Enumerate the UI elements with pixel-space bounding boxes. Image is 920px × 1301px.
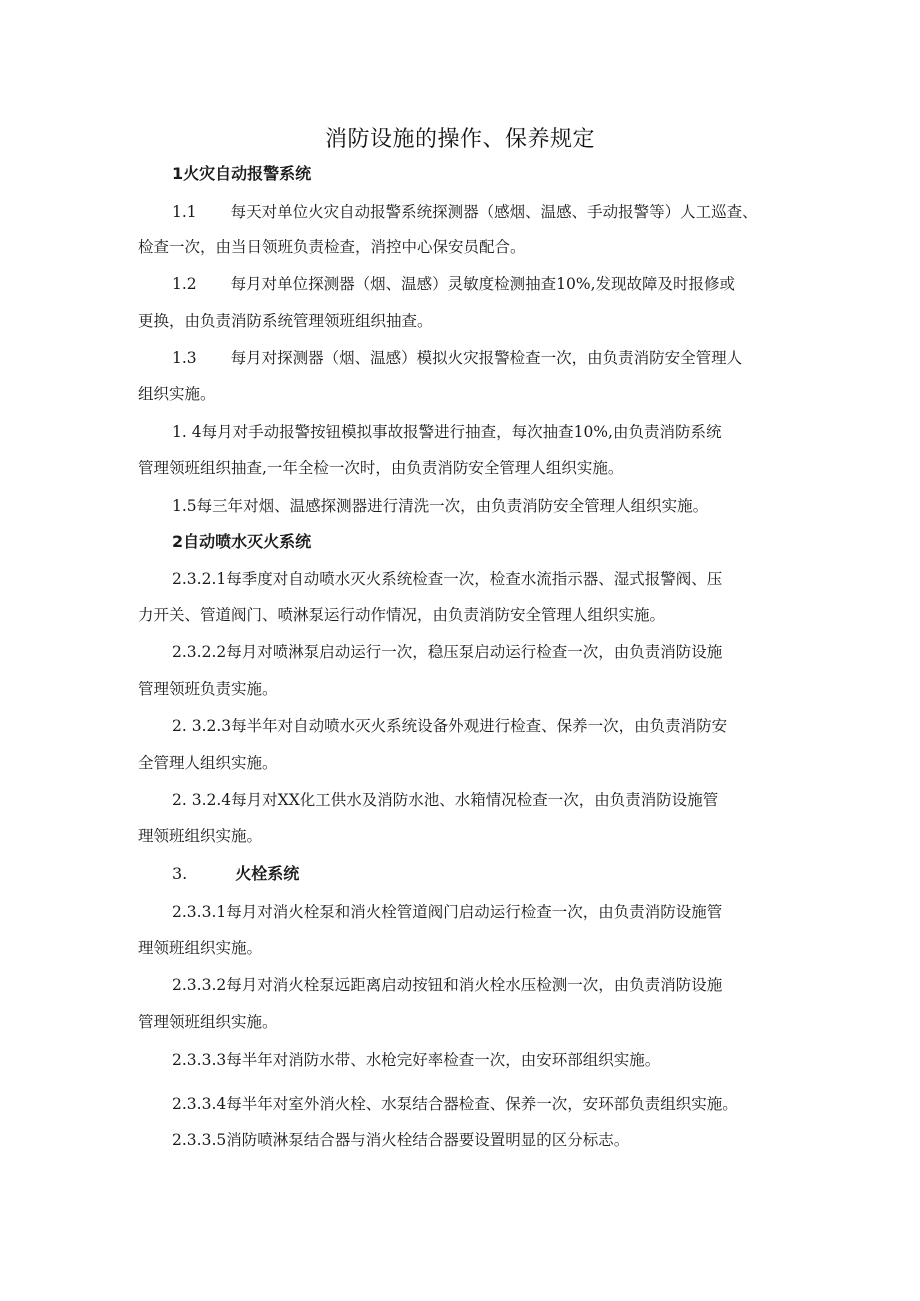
section-heading: 2自动喷水灭火系统 (172, 532, 312, 551)
paragraph-line (172, 1094, 738, 1114)
paragraph-line (172, 422, 721, 442)
paragraph-line: 更换，由负责消防系统管理领班组织抽查。 (138, 312, 433, 330)
paragraph-line (172, 1050, 660, 1070)
paragraph-line: 全管理人组织实施。 (138, 754, 278, 772)
paragraph-line (172, 202, 758, 222)
paragraph-line (172, 1130, 629, 1150)
item-text: 每月对手动报警按钮模拟事故报警进行抽查，每次抽查10%,由负责消防系统 (201, 423, 722, 441)
paragraph-line (172, 975, 722, 995)
paragraph-line: 管理领班组织抽查,一年全检一次时，由负责消防安全管理人组织实施。 (138, 459, 624, 477)
paragraph-line (172, 569, 722, 589)
paragraph-line (172, 902, 722, 922)
item-text: 每半年对自动喷水灭火系统设备外观进行检查、保养一次，由负责消防安 (231, 717, 728, 735)
item-number: 2.3.3.5 (172, 1131, 227, 1149)
paragraph-line (172, 716, 727, 736)
item-number: 2.3.2.1 (172, 570, 227, 588)
paragraph-line: 理领班组织实施。 (138, 939, 263, 957)
paragraph-line: 组织实施。 (138, 385, 216, 403)
paragraph-line (172, 274, 735, 294)
item-text: 每天对单位火灾自动报警系统探测器（感烟、温感、手动报警等）人工巡查、 (230, 203, 758, 221)
item-text: 每季度对自动喷水灭火系统检查一次，检查水流指示器、湿式报警阀、压 (226, 570, 723, 588)
paragraph-line (172, 348, 742, 368)
section-heading (172, 864, 299, 884)
item-text: 每月对XX化工供水及消防水池、水箱情况检查一次，由负责消防设施管 (231, 791, 719, 809)
section-number: 3. (172, 864, 188, 883)
section-heading: 1火灾自动报警系统 (172, 164, 312, 183)
item-number: 2.3.3.3 (172, 1051, 227, 1069)
paragraph-line: 管理领班组织实施。 (138, 1013, 278, 1031)
item-number: 2. 3.2.3 (172, 717, 232, 735)
item-number: 2.3.3.1 (172, 903, 227, 921)
paragraph-line: 管理领班负责实施。 (138, 680, 278, 698)
paragraph-line: 力开关、管道阀门、喷淋泵运行动作情况，由负责消防安全管理人组织实施。 (138, 606, 666, 624)
item-number: 1.5 (172, 497, 197, 515)
paragraph-line (172, 642, 722, 662)
item-number: 1.3 (172, 349, 197, 367)
item-number: 2. 3.2.4 (172, 791, 232, 809)
item-text: 每三年对烟、温感探测器进行清洗一次，由负责消防安全管理人组织实施。 (196, 497, 709, 515)
paragraph-line: 检查一次，由当日领班负责检查，消控中心保安员配合。 (138, 238, 526, 256)
paragraph-line: 理领班组织实施。 (138, 827, 263, 845)
item-text: 每月对消火栓泵和消火栓管道阀门启动运行检查一次，由负责消防设施管 (226, 903, 723, 921)
item-text: 每月对探测器（烟、温感）模拟火灾报警检查一次，由负责消防安全管理人 (230, 349, 743, 367)
item-text: 每半年对消防水带、水枪完好率检查一次，由安环部组织实施。 (226, 1051, 661, 1069)
section-heading-text: 火栓系统 (235, 864, 300, 883)
item-text: 每月对喷淋泵启动运行一次，稳压泵启动运行检查一次，由负责消防设施 (226, 643, 723, 661)
item-text: 每月对消火栓泵远距离启动按钮和消火栓水压检测一次，由负责消防设施 (226, 976, 723, 994)
item-number: 2.3.2.2 (172, 643, 227, 661)
paragraph-line (172, 496, 708, 516)
item-number: 1. 4 (172, 423, 202, 441)
item-number: 2.3.3.4 (172, 1095, 227, 1113)
item-number: 2.3.3.2 (172, 976, 227, 994)
item-number: 1.2 (172, 275, 197, 293)
item-number: 1.1 (172, 203, 197, 221)
document-title: 消防设施的操作、保养规定 (324, 127, 595, 152)
item-text: 每月对单位探测器（烟、温感）灵敏度检测抽查10%,发现故障及时报修或 (230, 275, 736, 293)
item-text: 每半年对室外消火栓、水泵结合器检查、保养一次，安环部负责组织实施。 (226, 1095, 738, 1113)
item-text: 消防喷淋泵结合器与消火栓结合器要设置明显的区分标志。 (226, 1131, 630, 1149)
paragraph-line (172, 790, 718, 810)
